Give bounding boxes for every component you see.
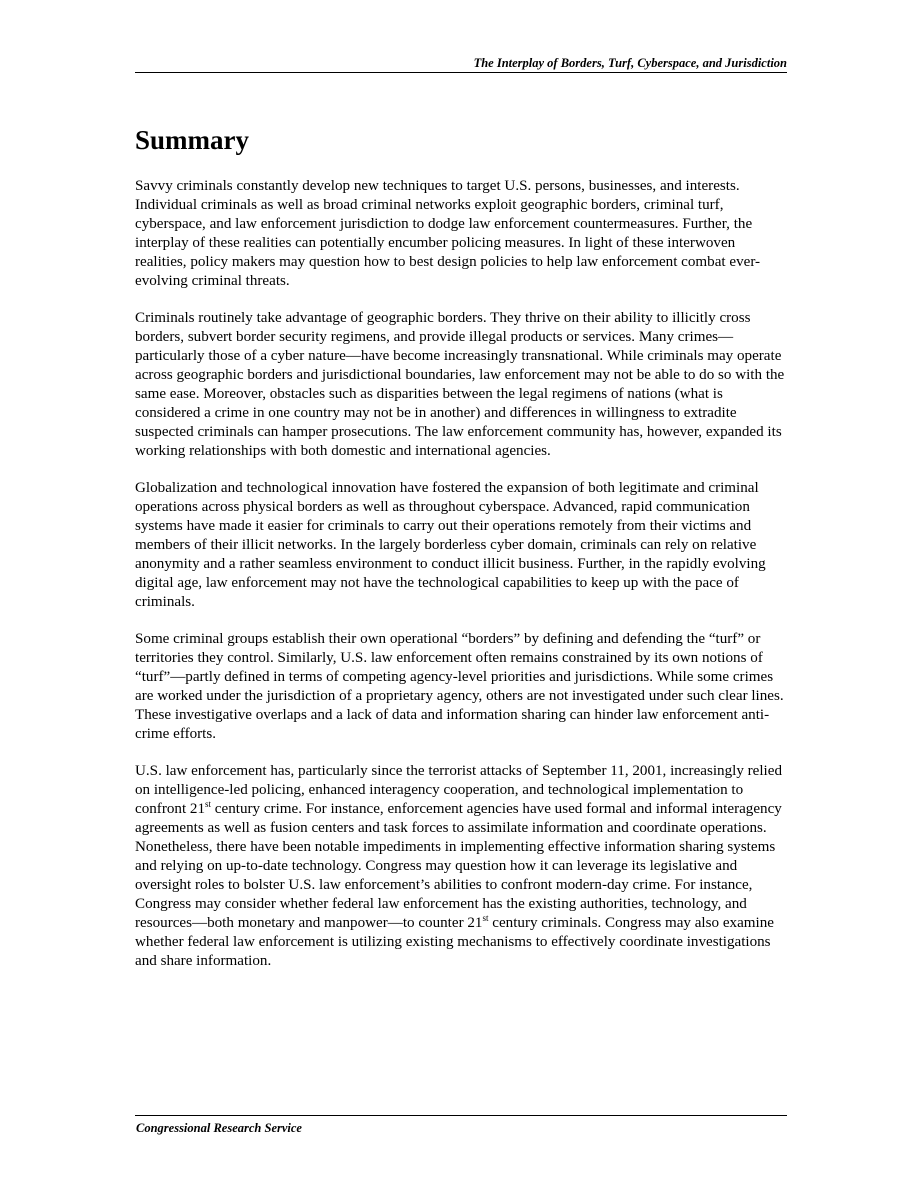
footer-divider	[135, 1115, 787, 1116]
paragraph-3: Globalization and technological innovation have fostered the expansion of both legitimate and criminal operations across physical borders as well as throughout cyberspace. Advanced, rapid communication systems have made it easier for criminals to carry out their operations remotely from their victims and members of their illicit networks. In the largely borderless cyber domain, criminals can rely on relative anonymity and a rather seamless environment to conduct illicit business. Further, in the rapidly evolving digital age, law enforcement may not have the technological capabilities to keep up with the pace of criminals.	[135, 480, 766, 610]
footer-publisher: Congressional Research Service	[136, 1121, 302, 1135]
paragraph-5-part-3: century criminals. Congress may also examine whether federal law enforcement is utilizing existing mechanisms to effectively coordinate investigations and share information.	[135, 915, 774, 969]
paragraph-5	[135, 762, 790, 971]
summary-body	[135, 177, 790, 989]
running-header	[135, 55, 787, 73]
running-header-title: The Interplay of Borders, Turf, Cyberspace, and Jurisdiction	[473, 56, 787, 70]
ordinal-suffix: st	[205, 799, 212, 809]
paragraph-4: Some criminal groups establish their own operational “borders” by defining and defending the “turf” or territories they control. Similarly, U.S. law enforcement often remains constrained by its own notions of “turf”—partly defined in terms of competing agency-level priorities and jurisdictions. While some crimes are worked under the jurisdiction of a proprietary agency, others are not investigated under such clear lines. These investigative overlaps and a lack of data and information sharing can hinder law enforcement anti-crime efforts.	[135, 631, 784, 742]
paragraph-1: Savvy criminals constantly develop new techniques to target U.S. persons, businesses, and interests. Individual criminals as well as broad criminal networks exploit geographic borders, criminal turf, cyberspace, and law enforcement jurisdiction to dodge law enforcement countermeasures. Further, the interplay of these realities can potentially encumber policing measures. In light of these interwoven realities, policy makers may question how to best design policies to help law enforcement combat ever-evolving criminal threats.	[135, 178, 761, 289]
paragraph-5-part-2: century crime. For instance, enforcement agencies have used formal and informal interagency agreements as well as fusion centers and task forces to assimilate information and coordinate operations. Nonetheless, there have been notable impediments in implementing effective information sharing systems and relying on up-to-date technology. Congress may question how it can leverage its legislative and oversight roles to bolster U.S. law enforcement’s abilities to confront modern-day crime. For instance, Congress may consider whether federal law enforcement has the existing authorities, technology, and resources—both monetary and manpower—to counter 21	[135, 801, 782, 931]
page-title: Summary	[135, 125, 249, 155]
paragraph-2: Criminals routinely take advantage of geographic borders. They thrive on their ability to illicitly cross borders, subvert border security regimens, and provide illegal products or services. Many crimes—particularly those of a cyber nature—have become increasingly transnational. While criminals may operate across geographic borders and jurisdictional boundaries, law enforcement may not be able to do so with the same ease. Moreover, obstacles such as disparities between the legal regimens of nations (what is considered a crime in one country may not be in another) and differences in willingness to extradite suspected criminals can hamper prosecutions. The law enforcement community has, however, expanded its working relationships with both domestic and international agencies.	[135, 310, 785, 459]
paragraph-5-part-1: U.S. law enforcement has, particularly since the terrorist attacks of September 11, 2001, increasingly relied on intelligence-led policing, enhanced interagency cooperation, and technological implementation to confront 21	[135, 763, 782, 817]
ordinal-suffix: st	[482, 913, 489, 923]
